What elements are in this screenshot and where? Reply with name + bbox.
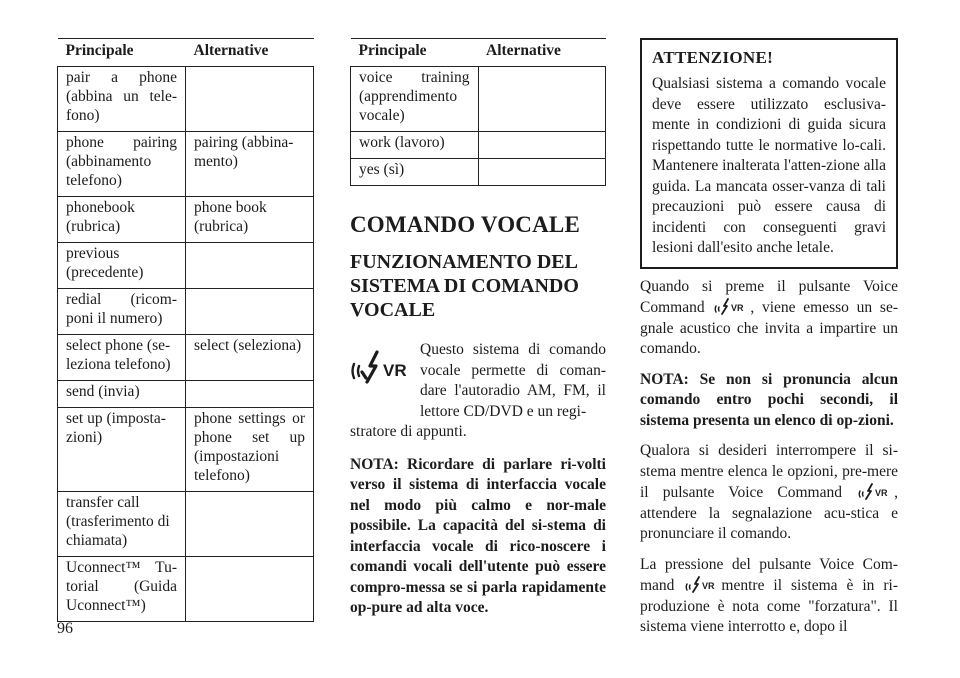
paragraph-text: La pressione del pulsante Voice Com-mand: [640, 555, 898, 594]
table-row: [58, 381, 314, 408]
table-row: [351, 67, 606, 132]
paragraph-text: , viene emesso un se-gnale acustico che invita a impartire un comando.: [640, 299, 898, 357]
left-column: [57, 38, 314, 622]
warning-title: ATTENZIONE!: [652, 48, 774, 67]
cell-alternative: phone settings or phone set up (impostazioni telefono): [186, 408, 314, 492]
table-row: [351, 159, 606, 186]
table-row: [58, 67, 314, 132]
table-row: [58, 492, 314, 557]
cell-principale: transfer call (trasferimento di chiamata): [58, 492, 186, 557]
cell-alternative: [186, 557, 314, 622]
table-row: [58, 197, 314, 243]
middle-column: [350, 38, 606, 629]
paragraph-text: Qualora si desideri interrompere il si-stema mentre elenca le opzioni, pre-mere il pulsante Voice Command: [640, 442, 898, 501]
cell-alternative: [478, 132, 606, 159]
voice-recognition-icon: [714, 297, 748, 315]
cell-principale: work (lavoro): [351, 132, 479, 159]
paragraph-interrupt: [640, 441, 898, 545]
header-alternative: Alternative: [478, 39, 606, 67]
cell-alternative: phone book (rubrica): [186, 197, 314, 243]
paragraph-text: , attendere la segnalazione acu-stica e pronunciare il comando.: [640, 484, 898, 542]
svg-text:VR: VR: [383, 361, 407, 380]
paragraph-text: mentre il sistema è in ri-produzione è nota come "forzatura". Il sistema viene interrotto e, dopo il: [640, 577, 898, 635]
table-row: [58, 243, 314, 289]
cell-alternative: [186, 492, 314, 557]
section-title: COMANDO VOCALE: [350, 212, 581, 237]
cell-principale: send (invia): [58, 381, 186, 408]
table-row: [351, 132, 606, 159]
cell-alternative: [186, 243, 314, 289]
subsection-title: FUNZIONAMENTO DEL SISTEMA DI COMANDO VOCALE: [350, 251, 579, 321]
cell-principale: Uconnect™ Tu-torial (Guida Uconnect™): [58, 557, 186, 622]
note-speak-calmly: NOTA: Ricordare di parlare ri-volti verso il sistema di interfaccia vocale nel modo più calmo e nor-male possibile. La capacità del si-stema di interfaccia vocale di rico-noscere i comandi vocali dell'utente può essere compro-messa se si parla rapidamente op-pure ad alta voce.: [350, 455, 606, 616]
table-header-row: [58, 39, 314, 67]
cell-principale: pair a phone (abbina un tele-fono): [58, 67, 186, 132]
voice-recognition-icon: [685, 575, 719, 593]
voice-command-table-left: [57, 38, 314, 622]
note-no-command: NOTA: Se non si pronuncia alcun comando entro pochi secondi, il sistema presenta un elenco di op-zioni.: [640, 370, 898, 429]
cell-principale: select phone (se-leziona telefono): [58, 335, 186, 381]
cell-principale: voice training (apprendimento vocale): [351, 67, 479, 132]
svg-text:VR: VR: [702, 581, 715, 591]
cell-alternative: [478, 159, 606, 186]
header-alternative: Alternative: [186, 39, 314, 67]
intro-block: [350, 340, 606, 422]
table-row: [58, 408, 314, 492]
table-row: [58, 289, 314, 335]
paragraph-barge-in: [640, 555, 898, 638]
svg-text:VR: VR: [875, 488, 888, 498]
paragraph-text: Quando si preme il pulsante Voice Command: [640, 277, 898, 316]
warning-box: [640, 38, 898, 269]
cell-alternative: pairing (abbina-mento): [186, 132, 314, 197]
header-principale: Principale: [351, 39, 479, 67]
cell-alternative: select (seleziona): [186, 335, 314, 381]
cell-principale: phone pairing (abbinamento telefono): [58, 132, 186, 197]
cell-principale: previous (precedente): [58, 243, 186, 289]
right-column: [640, 38, 898, 648]
table-header-row: [351, 39, 606, 67]
cell-principale: phonebook (rubrica): [58, 197, 186, 243]
intro-text: Questo sistema di comando vocale permette di coman-dare l'autoradio AM, FM, il lettore CD/DVD e un regi-: [420, 341, 606, 420]
cell-alternative: [478, 67, 606, 132]
header-principale: Principale: [58, 39, 186, 67]
intro-tail: stratore di appunti.: [350, 423, 467, 440]
cell-alternative: [186, 381, 314, 408]
cell-principale: redial (ricom-poni il numero): [58, 289, 186, 335]
table-row: [58, 557, 314, 622]
warning-text: Qualsiasi sistema a comando vocale deve essere utilizzato esclusiva-mente in condizioni di guida sicura rispettando tutte le normative lo-cali. Mantenere inalterata l'atten-zione alla guida. La mancata osser-vanza di tali precauzioni può essere causa di incidenti con conseguenti gravi lesioni dall'esito anche letale.: [652, 75, 886, 256]
cell-principale: yes (sì): [351, 159, 479, 186]
paragraph-voice-command-press: [640, 277, 898, 360]
cell-alternative: [186, 289, 314, 335]
cell-principale: set up (imposta-zioni): [58, 408, 186, 492]
table-row: [58, 335, 314, 381]
voice-recognition-icon: [350, 346, 412, 386]
table-row: [58, 132, 314, 197]
svg-text:VR: VR: [731, 303, 744, 313]
voice-recognition-icon: [858, 482, 892, 500]
voice-command-table-right: [350, 38, 606, 186]
page-number: 96: [57, 620, 73, 637]
cell-alternative: [186, 67, 314, 132]
